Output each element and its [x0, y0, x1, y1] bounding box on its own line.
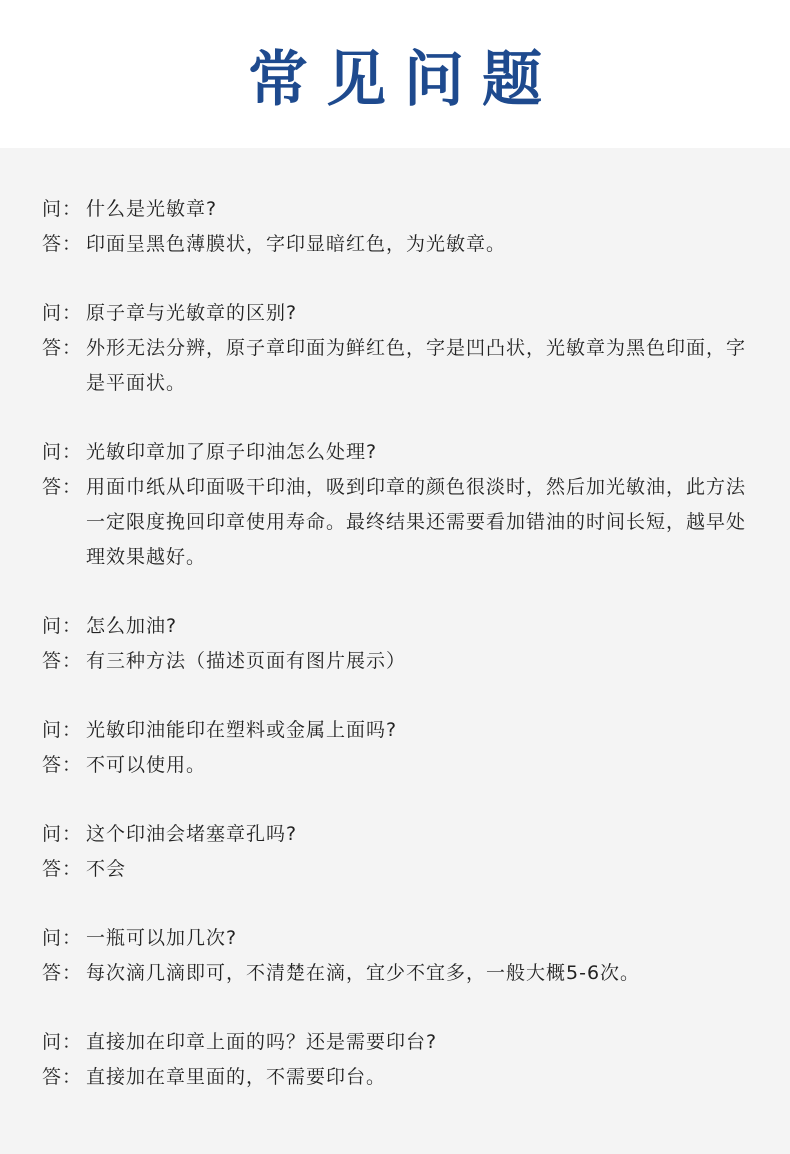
faq-question: [42, 713, 762, 748]
question-prefix: 问：: [42, 719, 83, 741]
faq-question: [42, 296, 762, 331]
answer-text: 外形无法分辨，原子章印面为鲜红色，字是凹凸状，光敏章为黑色印面，字是平面状。: [86, 337, 747, 394]
faq-question: [42, 435, 762, 470]
answer-text: 每次滴几滴即可，不清楚在滴，宜少不宜多，一般大概5-6次。: [86, 962, 641, 984]
faq-question: [42, 921, 762, 956]
faq-answer: [42, 748, 762, 783]
answer-text: 直接加在章里面的，不需要印台。: [86, 1066, 387, 1088]
faq-item: [42, 817, 762, 887]
answer-prefix: 答：: [42, 650, 83, 672]
question-prefix: 问：: [42, 823, 83, 845]
header: [0, 0, 790, 148]
question-prefix: 问：: [42, 441, 83, 463]
question-text: 怎么加油?: [86, 615, 178, 637]
faq-question: [42, 817, 762, 852]
answer-prefix: 答：: [42, 337, 83, 359]
answer-text: 不会: [86, 858, 127, 880]
faq-answer: [42, 1060, 762, 1095]
faq-item: [42, 713, 762, 783]
answer-text: 用面巾纸从印面吸干印油，吸到印章的颜色很淡时，然后加光敏油，此方法一定限度挽回印章使用寿命。最终结果还需要看加错油的时间长短，越早处理效果越好。: [86, 476, 747, 568]
page-title: 常见问题: [248, 45, 560, 115]
question-prefix: 问：: [42, 1031, 83, 1053]
answer-text: 有三种方法（描述页面有图片展示）: [86, 650, 407, 672]
faq-answer: [42, 956, 762, 991]
question-text: 这个印油会堵塞章孔吗?: [86, 823, 298, 845]
faq-answer: [42, 331, 762, 401]
question-text: 原子章与光敏章的区别?: [86, 302, 298, 324]
faq-question: [42, 609, 762, 644]
faq-item: [42, 296, 762, 401]
faq-item: [42, 921, 762, 991]
question-prefix: 问：: [42, 615, 83, 637]
question-text: 光敏印油能印在塑料或金属上面吗?: [86, 719, 398, 741]
faq-item: [42, 192, 762, 262]
question-text: 光敏印章加了原子印油怎么处理?: [86, 441, 378, 463]
faq-question: [42, 1025, 762, 1060]
answer-prefix: 答：: [42, 1066, 83, 1088]
answer-text: 印面呈黑色薄膜状，字印显暗红色，为光敏章。: [86, 233, 507, 255]
answer-prefix: 答：: [42, 233, 83, 255]
faq-answer: [42, 227, 762, 262]
faq-list: [42, 192, 762, 1129]
question-text: 什么是光敏章?: [86, 198, 218, 220]
question-text: 一瓶可以加几次?: [86, 927, 238, 949]
faq-answer: [42, 852, 762, 887]
faq-answer: [42, 470, 762, 575]
answer-text: 不可以使用。: [86, 754, 207, 776]
answer-prefix: 答：: [42, 476, 83, 498]
answer-prefix: 答：: [42, 754, 83, 776]
faq-item: [42, 1025, 762, 1095]
faq-question: [42, 192, 762, 227]
question-prefix: 问：: [42, 927, 83, 949]
faq-item: [42, 435, 762, 575]
answer-prefix: 答：: [42, 962, 83, 984]
answer-prefix: 答：: [42, 858, 83, 880]
faq-answer: [42, 644, 762, 679]
question-text: 直接加在印章上面的吗？还是需要印台?: [86, 1031, 438, 1053]
question-prefix: 问：: [42, 198, 83, 220]
question-prefix: 问：: [42, 302, 83, 324]
faq-item: [42, 609, 762, 679]
